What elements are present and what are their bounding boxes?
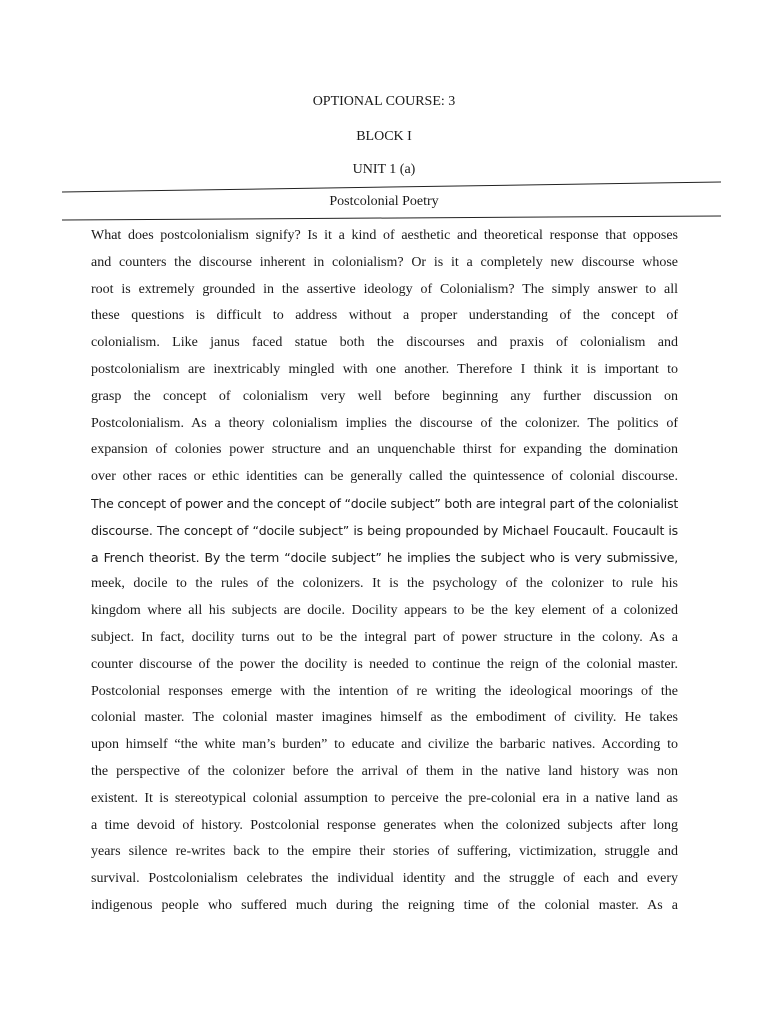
block-heading: BLOCK I [356,129,412,144]
body-line: the perspective of the colonizer before the arrival of them in the native land history was non [91,763,678,779]
body-line: expansion of colonies power structure and an unquenchable thirst for expanding the domination [91,442,678,458]
body-line: Postcolonialism. As a theory colonialism implies the discourse of the colonizer. The politics of [91,415,678,431]
body-line: What does postcolonialism signify? Is it a kind of aesthetic and theoretical response that opposes [91,228,678,243]
body-line: these questions is difficult to address without a proper understanding of the concept of [91,308,678,324]
body-line: indigenous people who suffered much during the reigning time of the colonial master. As a [91,897,678,913]
body-line: colonial master. The colonial master imagines himself as the embodiment of civility. He takes [91,710,678,726]
body-line: discourse. The concept of “docile subject” is being propounded by Michael Foucault. Foucault is [91,522,678,538]
body-line: upon himself “the white man’s burden” to educate and civilize the barbaric natives. According to [91,737,678,753]
body-line: counter discourse of the power the docility is needed to continue the reign of the colonial master. [91,656,678,672]
unit-heading: UNIT 1 (a) [352,162,416,177]
body-line: a time devoid of history. Postcolonial response generates when the colonized subjects after long [91,817,678,833]
body-line: and counters the discourse inherent in colonialism? Or is it a completely new discourse whose [91,254,678,270]
body-line: over other races or ethic identities can be generally called the quintessence of colonial discourse. [91,469,678,485]
body-line: kingdom where all his subjects are docile. Docility appears to be the key element of a colonized [91,603,678,619]
body-line: colonialism. Like janus faced statue both the discourses and praxis of colonialism and [91,335,678,351]
body-line: meek, docile to the rules of the colonizers. It is the psychology of the colonizer to rule his [91,576,678,592]
body-line: postcolonialism are inextricably mingled with one another. Therefore I think it is important to [91,361,678,377]
body-line: root is extremely grounded in the assertive ideology of Colonialism? The simply answer to all [91,281,678,297]
body-line: grasp the concept of colonialism very well before beginning any further discussion on [91,388,678,404]
body-line: survival. Postcolonialism celebrates the individual identity and the struggle of each and every [91,871,678,887]
body-paragraph [91,223,678,920]
body-line: The concept of power and the concept of “docile subject” both are integral part of the colonialist [91,495,678,511]
top-rule [62,182,721,192]
body-line: Postcolonial responses emerge with the intention of re writing the ideological moorings of the [91,683,678,699]
body-line: subject. In fact, docility turns out to be the integral part of power structure in the colony. As a [91,629,678,645]
body-line: years silence re-writes back to the empire their stories of suffering, victimization, struggle and [91,844,678,860]
section-title: Postcolonial Poetry [329,194,439,209]
course-heading: OPTIONAL COURSE: 3 [312,94,456,109]
body-line: a French theorist. By the term “docile subject” he implies the subject who is very submissive, [91,549,678,565]
bottom-rule [62,216,721,220]
body-line: existent. It is stereotypical colonial assumption to perceive the pre-colonial era in a native land as [91,790,678,806]
